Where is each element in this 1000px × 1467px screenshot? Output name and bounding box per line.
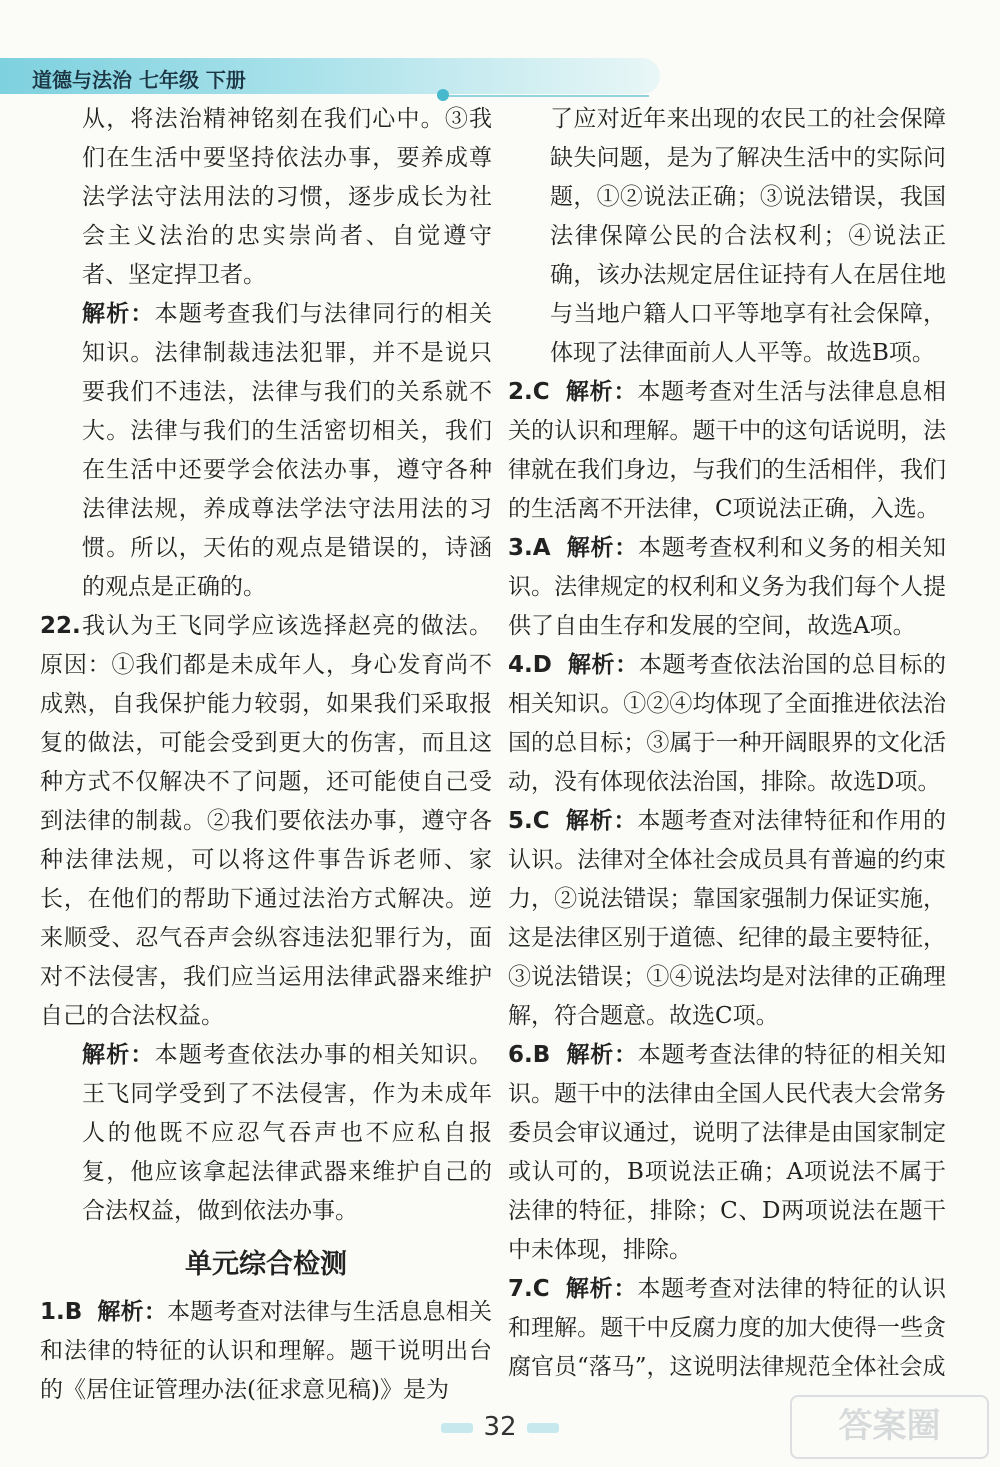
right-column (508, 100, 946, 1387)
analysis-text: 本题考查依法办事的相关知识。王飞同学受到了不法侵害，作为未成年人的他既不应忍气吞声也不应私自报复，他应该拿起法律武器来维护自己的合法权益，做到依法办事。 (82, 1042, 492, 1224)
left-paragraph-1: 从，将法治精神铭刻在我们心中。③我们在生活中要坚持依法办事，要养成尊法学法守法用法的习惯，逐步成长为社会主义法治的忠实崇尚者、自觉遵守者、坚定捍卫者。 (82, 106, 492, 288)
page-number-decoration-left (441, 1423, 473, 1433)
header-line (449, 95, 649, 97)
question-number: 1.B (40, 1299, 83, 1325)
analysis-text: 本题考查对法律与生活息息相关和法律的特征的认识和理解。题干说明出台的《居住证管理办法(征求意见稿)》是为 (40, 1299, 493, 1403)
page-number-decoration-right (527, 1423, 559, 1433)
section-title: 单元综合检测 (185, 1249, 347, 1280)
analysis-text: 本题考查对法律特征和作用的认识。法律对全体社会成员具有普遍的约束力，②说法错误；靠国家强制力保证实施，这是法律区别于道德、纪律的最主要特征，③说法错误；①④说法均是对法律的正确理解，符合题意。故选C项。 (508, 808, 947, 1029)
analysis-text: 本题考查依法治国的总目标的相关知识。①②④均体现了全面推进依法治国的总目标；③属于一种开阔眼界的文化活动，没有体现依法治国，排除。故选D项。 (508, 652, 947, 795)
question-3 (508, 529, 946, 646)
analysis-label: 解析： (565, 808, 638, 834)
left-analysis-1 (40, 295, 492, 607)
question-answer: 我认为王飞同学应该选择赵亮的做法。原因：①我们都是未成年人，身心发育尚不成熟，自我保护能力较弱，如果我们采取报复的做法，可能会受到更大的伤害，而且这种方式不仅解决不了问题，还可能使自己受到法律的制裁。②我们要依法办事，遵守各种法律法规，可以将这件事告诉老师、家长，在他们的帮助下通过法治方式解决。逆来顺受、忍气吞声会纵容违法犯罪行为，面对不法侵害，我们应当运用法律武器来维护自己的合法权益。 (40, 613, 492, 1029)
analysis-text: 本题考查我们与法律同行的相关知识。法律制裁违法犯罪，并不是说只要我们不违法，法律与我们的关系就不大。法律与我们的生活密切相关，我们在生活中还要学会依法办事，遵守各种法律法规，养成尊法学法守法用法的习惯。所以，天佑的观点是错误的，诗涵的观点是正确的。 (82, 301, 492, 600)
question-1 (40, 1293, 492, 1410)
question-number: 22. (40, 613, 81, 639)
question-number: 7.C (508, 1276, 550, 1302)
analysis-label: 解析： (566, 535, 638, 561)
header-bar (0, 58, 660, 94)
question-number: 5.C (508, 808, 550, 834)
watermark-logo: 答案圈 (790, 1395, 989, 1459)
analysis-label: 解析： (97, 1299, 168, 1325)
analysis-label: 解析： (566, 1042, 638, 1068)
question-2 (508, 373, 946, 529)
analysis-text: 本题考查法律的特征的相关知识。题干中的法律由全国人民代表大会常务委员会审议通过，说明了法律是由国家制定或认可的，B项说法正确；A项说法不属于法律的特征，排除；C、D两项说法在题干中未体现，排除。 (508, 1042, 947, 1263)
header-title: 道德与法治 七年级 下册 (32, 68, 246, 92)
analysis-label: 解析： (565, 1276, 638, 1302)
question-number: 2.C (508, 379, 550, 405)
question-6 (508, 1036, 946, 1270)
right-paragraph-1: 了应对近年来出现的农民工的社会保障缺失问题，是为了解决生活中的实际问题，①②说法正确；③说法错误，我国法律保障公民的合法权利；④说法正确，该办法规定居住证持有人在居住地与当地户籍人口平等地享有社会保障，体现了法律面前人人平等。故选B项。 (550, 106, 946, 366)
question-22-analysis (40, 1036, 492, 1231)
analysis-label: 解析： (567, 652, 639, 678)
page-number-text: 32 (483, 1412, 517, 1442)
question-7 (508, 1270, 946, 1387)
left-column (40, 100, 492, 1410)
question-number: 3.A (508, 535, 551, 561)
analysis-label: 解析： (82, 301, 155, 327)
analysis-text: 本题考查对法律的特征的认识和理解。题干中反腐力度的加大使得一些贪腐官员“落马”，这说明法律规范全体社会成 (508, 1276, 947, 1380)
question-4 (508, 646, 946, 802)
question-number: 6.B (508, 1042, 551, 1068)
analysis-label: 解析： (565, 379, 638, 405)
question-number: 4.D (508, 652, 552, 678)
analysis-text: 本题考查对生活与法律息息相关的认识和理解。题干中的这句话说明，法律就在我们身边，与我们的生活相伴，我们的生活离不开法律，C项说法正确，入选。 (508, 379, 947, 522)
analysis-text: 本题考查权利和义务的相关知识。法律规定的权利和义务为我们每个人提供了自由生存和发展的空间，故选A项。 (508, 535, 947, 639)
analysis-label: 解析： (82, 1042, 155, 1068)
question-22 (40, 607, 492, 1036)
question-5 (508, 802, 946, 1036)
